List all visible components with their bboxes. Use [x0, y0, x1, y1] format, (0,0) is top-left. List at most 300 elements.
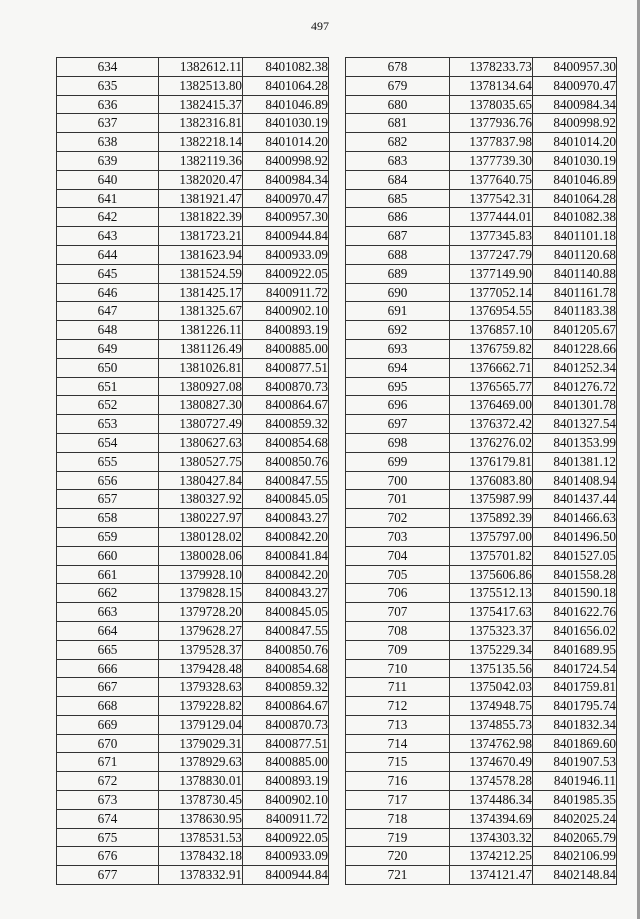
- point-number-cell: 662: [57, 584, 159, 603]
- point-number-cell: 668: [57, 697, 159, 716]
- y-coordinate-cell: 8400944.84: [243, 227, 329, 246]
- y-coordinate-cell: 8401437.44: [533, 490, 617, 509]
- table-row: [57, 828, 329, 847]
- x-coordinate-cell: 1380427.84: [159, 471, 243, 490]
- point-number-cell: 654: [57, 433, 159, 452]
- x-coordinate-cell: 1377247.79: [450, 245, 533, 264]
- table-row: [57, 697, 329, 716]
- table-row: [57, 715, 329, 734]
- table-row: [57, 114, 329, 133]
- point-number-cell: 648: [57, 321, 159, 340]
- x-coordinate-cell: 1382316.81: [159, 114, 243, 133]
- x-coordinate-cell: 1376083.80: [450, 471, 533, 490]
- x-coordinate-cell: 1380627.63: [159, 433, 243, 452]
- y-coordinate-cell: 8401276.72: [533, 377, 617, 396]
- x-coordinate-cell: 1379228.82: [159, 697, 243, 716]
- point-number-cell: 714: [346, 734, 450, 753]
- x-coordinate-cell: 1374212.25: [450, 847, 533, 866]
- y-coordinate-cell: 8401030.19: [533, 151, 617, 170]
- point-number-cell: 682: [346, 133, 450, 152]
- point-number-cell: 692: [346, 321, 450, 340]
- table-row: [57, 396, 329, 415]
- table-row: [346, 58, 617, 77]
- x-coordinate-cell: 1381822.39: [159, 208, 243, 227]
- point-number-cell: 691: [346, 302, 450, 321]
- table-row: [346, 95, 617, 114]
- table-row: [346, 565, 617, 584]
- point-number-cell: 701: [346, 490, 450, 509]
- y-coordinate-cell: 8400842.20: [243, 527, 329, 546]
- x-coordinate-cell: 1376954.55: [450, 302, 533, 321]
- table-row: [57, 866, 329, 885]
- point-number-cell: 644: [57, 245, 159, 264]
- x-coordinate-cell: 1381524.59: [159, 264, 243, 283]
- table-row: [57, 377, 329, 396]
- x-coordinate-cell: 1377640.75: [450, 170, 533, 189]
- point-number-cell: 717: [346, 791, 450, 810]
- x-coordinate-cell: 1377345.83: [450, 227, 533, 246]
- y-coordinate-cell: 8400864.67: [243, 396, 329, 415]
- point-number-cell: 702: [346, 509, 450, 528]
- x-coordinate-cell: 1380527.75: [159, 452, 243, 471]
- table-row: [346, 433, 617, 452]
- point-number-cell: 664: [57, 621, 159, 640]
- table-row: [346, 753, 617, 772]
- x-coordinate-cell: 1376565.77: [450, 377, 533, 396]
- x-coordinate-cell: 1374670.49: [450, 753, 533, 772]
- point-number-cell: 636: [57, 95, 159, 114]
- table-row: [346, 527, 617, 546]
- point-number-cell: 651: [57, 377, 159, 396]
- table-row: [346, 264, 617, 283]
- table-row: [346, 659, 617, 678]
- point-number-cell: 693: [346, 339, 450, 358]
- table-row: [57, 659, 329, 678]
- point-number-cell: 703: [346, 527, 450, 546]
- y-coordinate-cell: 8401946.11: [533, 772, 617, 791]
- x-coordinate-cell: 1376372.42: [450, 415, 533, 434]
- x-coordinate-cell: 1375987.99: [450, 490, 533, 509]
- x-coordinate-cell: 1382612.11: [159, 58, 243, 77]
- x-coordinate-cell: 1375797.00: [450, 527, 533, 546]
- table-row: [346, 133, 617, 152]
- point-number-cell: 679: [346, 76, 450, 95]
- table-row: [346, 621, 617, 640]
- y-coordinate-cell: 8401064.28: [243, 76, 329, 95]
- y-coordinate-cell: 8401795.74: [533, 697, 617, 716]
- y-coordinate-cell: 8401046.89: [243, 95, 329, 114]
- y-coordinate-cell: 8401527.05: [533, 546, 617, 565]
- y-coordinate-cell: 8400970.47: [533, 76, 617, 95]
- point-number-cell: 663: [57, 603, 159, 622]
- x-coordinate-cell: 1378630.95: [159, 809, 243, 828]
- table-row: [57, 321, 329, 340]
- y-coordinate-cell: 8400850.76: [243, 452, 329, 471]
- table-row: [346, 791, 617, 810]
- y-coordinate-cell: 8401985.35: [533, 791, 617, 810]
- x-coordinate-cell: 1377444.01: [450, 208, 533, 227]
- point-number-cell: 680: [346, 95, 450, 114]
- table-row: [57, 490, 329, 509]
- y-coordinate-cell: 8401907.53: [533, 753, 617, 772]
- y-coordinate-cell: 8400922.05: [243, 828, 329, 847]
- table-row: [57, 584, 329, 603]
- point-number-cell: 720: [346, 847, 450, 866]
- y-coordinate-cell: 8401082.38: [243, 58, 329, 77]
- table-row: [346, 603, 617, 622]
- y-coordinate-cell: 8401466.63: [533, 509, 617, 528]
- y-coordinate-cell: 8401327.54: [533, 415, 617, 434]
- point-number-cell: 652: [57, 396, 159, 415]
- y-coordinate-cell: 8400885.00: [243, 753, 329, 772]
- table-row: [57, 753, 329, 772]
- x-coordinate-cell: 1374578.28: [450, 772, 533, 791]
- table-row: [346, 358, 617, 377]
- y-coordinate-cell: 8400957.30: [533, 58, 617, 77]
- y-coordinate-cell: 8400859.32: [243, 415, 329, 434]
- table-row: [346, 377, 617, 396]
- y-coordinate-cell: 8401408.94: [533, 471, 617, 490]
- x-coordinate-cell: 1381723.21: [159, 227, 243, 246]
- x-coordinate-cell: 1377936.76: [450, 114, 533, 133]
- y-coordinate-cell: 8401161.78: [533, 283, 617, 302]
- x-coordinate-cell: 1381325.67: [159, 302, 243, 321]
- y-coordinate-cell: 8400984.34: [533, 95, 617, 114]
- y-coordinate-cell: 8401301.78: [533, 396, 617, 415]
- point-number-cell: 690: [346, 283, 450, 302]
- table-row: [346, 415, 617, 434]
- y-coordinate-cell: 8400877.51: [243, 358, 329, 377]
- y-coordinate-cell: 8400893.19: [243, 772, 329, 791]
- x-coordinate-cell: 1380927.08: [159, 377, 243, 396]
- y-coordinate-cell: 8400998.92: [533, 114, 617, 133]
- x-coordinate-cell: 1382218.14: [159, 133, 243, 152]
- x-coordinate-cell: 1375323.37: [450, 621, 533, 640]
- point-number-cell: 653: [57, 415, 159, 434]
- y-coordinate-cell: 8400911.72: [243, 283, 329, 302]
- table-row: [346, 283, 617, 302]
- x-coordinate-cell: 1375135.56: [450, 659, 533, 678]
- x-coordinate-cell: 1378134.64: [450, 76, 533, 95]
- x-coordinate-cell: 1378332.91: [159, 866, 243, 885]
- point-number-cell: 665: [57, 640, 159, 659]
- point-number-cell: 669: [57, 715, 159, 734]
- table-row: [346, 866, 617, 885]
- y-coordinate-cell: 8402106.99: [533, 847, 617, 866]
- y-coordinate-cell: 8401353.99: [533, 433, 617, 452]
- point-number-cell: 672: [57, 772, 159, 791]
- y-coordinate-cell: 8400864.67: [243, 697, 329, 716]
- y-coordinate-cell: 8400957.30: [243, 208, 329, 227]
- table-row: [57, 227, 329, 246]
- y-coordinate-cell: 8400859.32: [243, 678, 329, 697]
- point-number-cell: 694: [346, 358, 450, 377]
- y-coordinate-cell: 8400933.09: [243, 847, 329, 866]
- table-row: [346, 509, 617, 528]
- point-number-cell: 637: [57, 114, 159, 133]
- point-number-cell: 706: [346, 584, 450, 603]
- y-coordinate-cell: 8400841.84: [243, 546, 329, 565]
- x-coordinate-cell: 1381425.17: [159, 283, 243, 302]
- point-number-cell: 683: [346, 151, 450, 170]
- x-coordinate-cell: 1374303.32: [450, 828, 533, 847]
- x-coordinate-cell: 1376662.71: [450, 358, 533, 377]
- x-coordinate-cell: 1380227.97: [159, 509, 243, 528]
- y-coordinate-cell: 8401496.50: [533, 527, 617, 546]
- y-coordinate-cell: 8401724.54: [533, 659, 617, 678]
- table-row: [57, 133, 329, 152]
- point-number-cell: 704: [346, 546, 450, 565]
- y-coordinate-cell: 8401558.28: [533, 565, 617, 584]
- y-coordinate-cell: 8400970.47: [243, 189, 329, 208]
- y-coordinate-cell: 8401759.81: [533, 678, 617, 697]
- y-coordinate-cell: 8400847.55: [243, 471, 329, 490]
- y-coordinate-cell: 8401064.28: [533, 189, 617, 208]
- y-coordinate-cell: 8401869.60: [533, 734, 617, 753]
- table-row: [346, 151, 617, 170]
- table-row: [57, 189, 329, 208]
- y-coordinate-cell: 8400842.20: [243, 565, 329, 584]
- x-coordinate-cell: 1382020.47: [159, 170, 243, 189]
- point-number-cell: 709: [346, 640, 450, 659]
- x-coordinate-cell: 1381226.11: [159, 321, 243, 340]
- x-coordinate-cell: 1381026.81: [159, 358, 243, 377]
- table-row: [57, 208, 329, 227]
- table-row: [57, 264, 329, 283]
- point-number-cell: 658: [57, 509, 159, 528]
- x-coordinate-cell: 1380128.02: [159, 527, 243, 546]
- table-row: [346, 809, 617, 828]
- x-coordinate-cell: 1378730.45: [159, 791, 243, 810]
- table-row: [346, 321, 617, 340]
- y-coordinate-cell: 8401120.68: [533, 245, 617, 264]
- x-coordinate-cell: 1379428.48: [159, 659, 243, 678]
- x-coordinate-cell: 1374948.75: [450, 697, 533, 716]
- x-coordinate-cell: 1375042.03: [450, 678, 533, 697]
- x-coordinate-cell: 1378432.18: [159, 847, 243, 866]
- page-number: 497: [311, 19, 329, 33]
- point-number-cell: 655: [57, 452, 159, 471]
- table-row: [57, 509, 329, 528]
- table-row: [346, 302, 617, 321]
- y-coordinate-cell: 8401381.12: [533, 452, 617, 471]
- table-row: [57, 245, 329, 264]
- table-row: [346, 76, 617, 95]
- table-row: [346, 189, 617, 208]
- y-coordinate-cell: 8401656.02: [533, 621, 617, 640]
- x-coordinate-cell: 1375606.86: [450, 565, 533, 584]
- x-coordinate-cell: 1379528.37: [159, 640, 243, 659]
- y-coordinate-cell: 8400847.55: [243, 621, 329, 640]
- point-number-cell: 641: [57, 189, 159, 208]
- point-number-cell: 670: [57, 734, 159, 753]
- point-number-cell: 676: [57, 847, 159, 866]
- table-row: [346, 114, 617, 133]
- y-coordinate-cell: 8401252.34: [533, 358, 617, 377]
- y-coordinate-cell: 8400845.05: [243, 490, 329, 509]
- point-number-cell: 695: [346, 377, 450, 396]
- table-row: [57, 283, 329, 302]
- y-coordinate-cell: 8401590.18: [533, 584, 617, 603]
- x-coordinate-cell: 1376276.02: [450, 433, 533, 452]
- x-coordinate-cell: 1374762.98: [450, 734, 533, 753]
- y-coordinate-cell: 8401228.66: [533, 339, 617, 358]
- table-row: [57, 678, 329, 697]
- y-coordinate-cell: 8400854.68: [243, 433, 329, 452]
- point-number-cell: 677: [57, 866, 159, 885]
- point-number-cell: 689: [346, 264, 450, 283]
- point-number-cell: 708: [346, 621, 450, 640]
- table-row: [346, 584, 617, 603]
- x-coordinate-cell: 1379928.10: [159, 565, 243, 584]
- y-coordinate-cell: 8400998.92: [243, 151, 329, 170]
- table-row: [346, 828, 617, 847]
- point-number-cell: 715: [346, 753, 450, 772]
- y-coordinate-cell: 8400850.76: [243, 640, 329, 659]
- point-number-cell: 650: [57, 358, 159, 377]
- x-coordinate-cell: 1375229.34: [450, 640, 533, 659]
- x-coordinate-cell: 1380028.06: [159, 546, 243, 565]
- y-coordinate-cell: 8400902.10: [243, 791, 329, 810]
- table-row: [346, 208, 617, 227]
- point-number-cell: 705: [346, 565, 450, 584]
- x-coordinate-cell: 1378531.53: [159, 828, 243, 847]
- point-number-cell: 675: [57, 828, 159, 847]
- table-row: [57, 339, 329, 358]
- point-number-cell: 688: [346, 245, 450, 264]
- table-row: [346, 847, 617, 866]
- point-number-cell: 712: [346, 697, 450, 716]
- y-coordinate-cell: 8400902.10: [243, 302, 329, 321]
- point-number-cell: 660: [57, 546, 159, 565]
- x-coordinate-cell: 1377542.31: [450, 189, 533, 208]
- table-row: [346, 245, 617, 264]
- x-coordinate-cell: 1376857.10: [450, 321, 533, 340]
- table-row: [346, 452, 617, 471]
- point-number-cell: 642: [57, 208, 159, 227]
- y-coordinate-cell: 8400885.00: [243, 339, 329, 358]
- y-coordinate-cell: 8401832.34: [533, 715, 617, 734]
- y-coordinate-cell: 8401046.89: [533, 170, 617, 189]
- y-coordinate-cell: 8400944.84: [243, 866, 329, 885]
- y-coordinate-cell: 8401014.20: [243, 133, 329, 152]
- table-row: [346, 170, 617, 189]
- point-number-cell: 716: [346, 772, 450, 791]
- x-coordinate-cell: 1380327.92: [159, 490, 243, 509]
- point-number-cell: 697: [346, 415, 450, 434]
- x-coordinate-cell: 1374486.34: [450, 791, 533, 810]
- table-row: [346, 734, 617, 753]
- coordinates-table-left: [56, 57, 329, 885]
- x-coordinate-cell: 1376179.81: [450, 452, 533, 471]
- point-number-cell: 713: [346, 715, 450, 734]
- y-coordinate-cell: 8400843.27: [243, 584, 329, 603]
- point-number-cell: 671: [57, 753, 159, 772]
- x-coordinate-cell: 1379828.15: [159, 584, 243, 603]
- x-coordinate-cell: 1377052.14: [450, 283, 533, 302]
- x-coordinate-cell: 1379728.20: [159, 603, 243, 622]
- y-coordinate-cell: 8401101.18: [533, 227, 617, 246]
- point-number-cell: 666: [57, 659, 159, 678]
- y-coordinate-cell: 8400933.09: [243, 245, 329, 264]
- point-number-cell: 638: [57, 133, 159, 152]
- point-number-cell: 639: [57, 151, 159, 170]
- point-number-cell: 719: [346, 828, 450, 847]
- table-row: [346, 697, 617, 716]
- y-coordinate-cell: 8401205.67: [533, 321, 617, 340]
- point-number-cell: 700: [346, 471, 450, 490]
- table-row: [346, 640, 617, 659]
- y-coordinate-cell: 8401082.38: [533, 208, 617, 227]
- x-coordinate-cell: 1375417.63: [450, 603, 533, 622]
- y-coordinate-cell: 8402065.79: [533, 828, 617, 847]
- point-number-cell: 696: [346, 396, 450, 415]
- x-coordinate-cell: 1374855.73: [450, 715, 533, 734]
- x-coordinate-cell: 1374121.47: [450, 866, 533, 885]
- y-coordinate-cell: 8402148.84: [533, 866, 617, 885]
- point-number-cell: 711: [346, 678, 450, 697]
- x-coordinate-cell: 1380827.30: [159, 396, 243, 415]
- table-row: [57, 621, 329, 640]
- table-row: [346, 490, 617, 509]
- table-row: [346, 678, 617, 697]
- point-number-cell: 645: [57, 264, 159, 283]
- x-coordinate-cell: 1381921.47: [159, 189, 243, 208]
- y-coordinate-cell: 8400870.73: [243, 715, 329, 734]
- x-coordinate-cell: 1375701.82: [450, 546, 533, 565]
- table-row: [57, 546, 329, 565]
- table-row: [57, 565, 329, 584]
- y-coordinate-cell: 8400893.19: [243, 321, 329, 340]
- table-row: [57, 772, 329, 791]
- x-coordinate-cell: 1379029.31: [159, 734, 243, 753]
- table-row: [57, 452, 329, 471]
- point-number-cell: 635: [57, 76, 159, 95]
- x-coordinate-cell: 1375512.13: [450, 584, 533, 603]
- table-row: [57, 734, 329, 753]
- x-coordinate-cell: 1379628.27: [159, 621, 243, 640]
- table-row: [57, 471, 329, 490]
- table-row: [346, 546, 617, 565]
- point-number-cell: 646: [57, 283, 159, 302]
- y-coordinate-cell: 8401014.20: [533, 133, 617, 152]
- table-row: [346, 715, 617, 734]
- table-row: [57, 358, 329, 377]
- x-coordinate-cell: 1377739.30: [450, 151, 533, 170]
- point-number-cell: 649: [57, 339, 159, 358]
- table-row: [346, 396, 617, 415]
- x-coordinate-cell: 1375892.39: [450, 509, 533, 528]
- table-row: [57, 847, 329, 866]
- x-coordinate-cell: 1377837.98: [450, 133, 533, 152]
- y-coordinate-cell: 8401622.76: [533, 603, 617, 622]
- point-number-cell: 647: [57, 302, 159, 321]
- point-number-cell: 674: [57, 809, 159, 828]
- table-row: [57, 76, 329, 95]
- point-number-cell: 659: [57, 527, 159, 546]
- table-row: [57, 791, 329, 810]
- table-row: [346, 339, 617, 358]
- x-coordinate-cell: 1378929.63: [159, 753, 243, 772]
- point-number-cell: 678: [346, 58, 450, 77]
- y-coordinate-cell: 8400877.51: [243, 734, 329, 753]
- table-row: [57, 433, 329, 452]
- point-number-cell: 718: [346, 809, 450, 828]
- x-coordinate-cell: 1381126.49: [159, 339, 243, 358]
- point-number-cell: 698: [346, 433, 450, 452]
- point-number-cell: 685: [346, 189, 450, 208]
- point-number-cell: 657: [57, 490, 159, 509]
